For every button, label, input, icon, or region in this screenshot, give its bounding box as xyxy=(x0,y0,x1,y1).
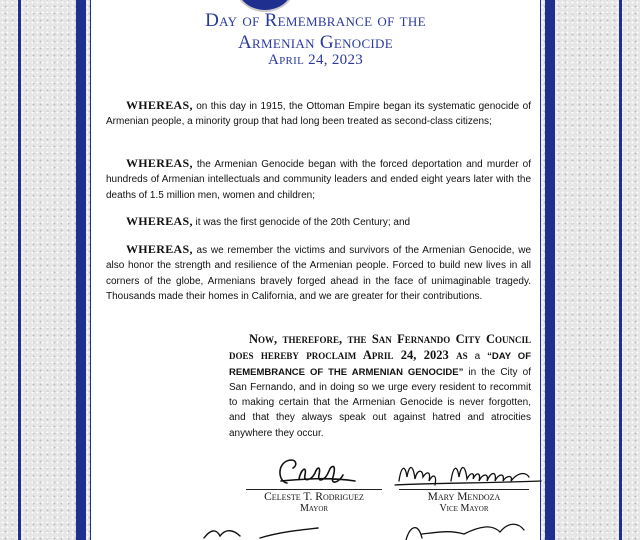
inner-rule-left xyxy=(90,0,91,540)
paragraph-text: as we remember the victims and survivors of the Armenian Genocide, we also honor the strength and resilience of the Armenian people. Forced to build new lives in all corners of the globe, Armenians bravely forged ahead in the face of unimaginable tragedy. Thousands made their homes in California, and we are greater for their contributions. xyxy=(106,245,531,302)
paragraph-text: on this day in 1915, the Ottoman Empire began its systematic genocide of Armenian people, a minority group that had long been treated as second-class citizens; xyxy=(106,101,531,128)
signature-mark-mayor xyxy=(259,455,369,489)
paragraph-text: it was the first genocide of the 20th Century; and xyxy=(192,217,411,228)
whereas-paragraph-4 xyxy=(106,242,531,304)
proclamation-paragraph xyxy=(229,332,531,441)
signer-title-vice-mayor: Vice Mayor xyxy=(439,503,489,514)
whereas-paragraph-2 xyxy=(106,156,531,203)
whereas-lead: WHEREAS, xyxy=(126,98,193,112)
title-line-1: Day of Remembrance of the xyxy=(205,10,426,31)
whereas-lead: WHEREAS, xyxy=(126,242,193,256)
whereas-lead: WHEREAS, xyxy=(126,156,193,170)
whereas-paragraph-3 xyxy=(106,214,531,230)
proclamation-lead: Now, therefore, the San Fernando City Council does hereby proclaim April 24, 2023 as xyxy=(229,332,531,363)
signer-name-mayor: Celeste T. Rodriguez xyxy=(264,491,364,503)
proclamation-text: in the City of San Fernando, and in doing so we urge every resident to recommit to making certain that the Armenian Genocide is never forgotten, and that they always speak out against hatred and atrocities anywhere they occur. xyxy=(229,366,531,439)
title-line-2: Armenian Genocide xyxy=(237,32,393,53)
blue-border-left xyxy=(76,0,86,540)
proclamation-date: April 24, 2023 xyxy=(267,52,364,68)
signature-block-vice-mayor xyxy=(393,455,535,514)
whereas-paragraph-1 xyxy=(106,98,531,130)
signature-mark-vice-mayor xyxy=(393,455,543,489)
signature-line xyxy=(246,489,382,490)
paragraph-text: the Armenian Genocide began with the forced deportation and murder of hundreds of Armenian intellectuals and community leaders and ended eight years later with the deaths of 1.5 million men, women and children; xyxy=(106,159,531,201)
signer-name-vice-mayor: Mary Mendoza xyxy=(427,491,501,503)
frame-edge-right xyxy=(619,0,622,540)
signature-mark-bottom-left xyxy=(200,518,320,540)
proclamation-pre: a xyxy=(467,351,488,363)
frame-edge-left xyxy=(18,0,21,540)
signature-mark-bottom-right xyxy=(400,518,530,540)
signature-block-mayor xyxy=(240,455,388,514)
signature-line xyxy=(399,489,529,490)
signer-title-mayor: Mayor xyxy=(299,503,329,514)
blue-border-right xyxy=(545,0,555,540)
proclamation-emphasis: “DAY OF REMEMBRANCE OF THE ARMENIAN GENOCIDE” xyxy=(229,351,531,378)
whereas-lead: WHEREAS, xyxy=(126,214,193,228)
